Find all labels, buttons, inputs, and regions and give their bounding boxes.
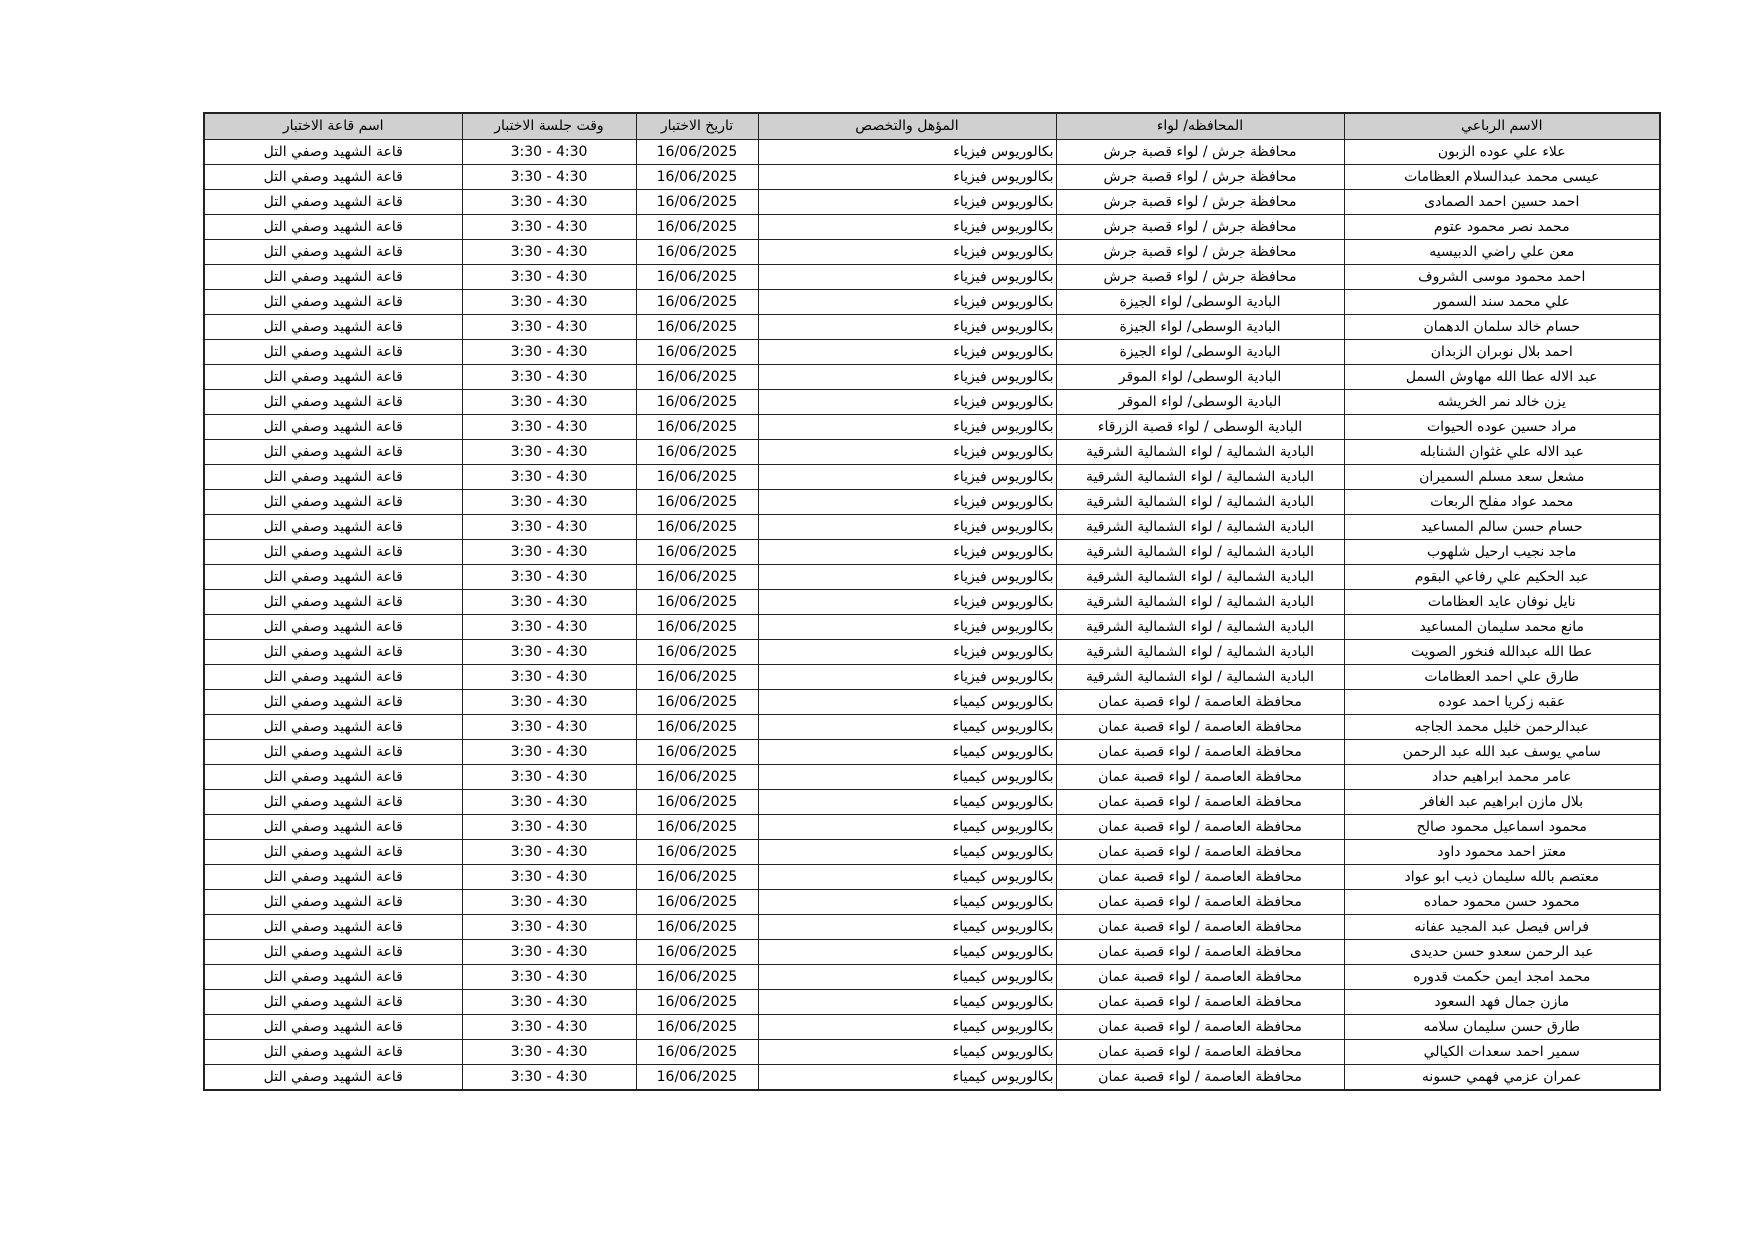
table-row bbox=[204, 489, 1660, 514]
cell-name: سمير احمد سعدات الكيالي bbox=[1344, 1039, 1660, 1064]
cell-governorate: محافظة العاصمة / لواء قصبة عمان bbox=[1056, 964, 1344, 989]
header-time: وقت جلسة الاختبار bbox=[462, 113, 636, 139]
cell-hall: قاعة الشهيد وصفي التل bbox=[204, 989, 462, 1014]
cell-hall: قاعة الشهيد وصفي التل bbox=[204, 239, 462, 264]
cell-qualification: بكالوريوس فيزياء bbox=[758, 539, 1056, 564]
cell-hall: قاعة الشهيد وصفي التل bbox=[204, 814, 462, 839]
cell-governorate: محافظة العاصمة / لواء قصبة عمان bbox=[1056, 914, 1344, 939]
cell-name: محمود اسماعيل محمود صالح bbox=[1344, 814, 1660, 839]
cell-governorate: محافظة جرش / لواء قصبة جرش bbox=[1056, 189, 1344, 214]
cell-name: سامي يوسف عبد الله عبد الرحمن bbox=[1344, 739, 1660, 764]
table-row bbox=[204, 689, 1660, 714]
cell-name: عبد الحكيم علي رفاعي البقوم bbox=[1344, 564, 1660, 589]
cell-time: 3:30 - 4:30 bbox=[462, 914, 636, 939]
table-row bbox=[204, 564, 1660, 589]
cell-hall: قاعة الشهيد وصفي التل bbox=[204, 589, 462, 614]
cell-hall: قاعة الشهيد وصفي التل bbox=[204, 714, 462, 739]
table-row bbox=[204, 464, 1660, 489]
cell-hall: قاعة الشهيد وصفي التل bbox=[204, 489, 462, 514]
cell-qualification: بكالوريوس فيزياء bbox=[758, 139, 1056, 164]
cell-name: عامر محمد ابراهيم حداد bbox=[1344, 764, 1660, 789]
cell-qualification: بكالوريوس فيزياء bbox=[758, 264, 1056, 289]
cell-governorate: محافظة جرش / لواء قصبة جرش bbox=[1056, 214, 1344, 239]
cell-date: 16/06/2025 bbox=[636, 814, 758, 839]
cell-hall: قاعة الشهيد وصفي التل bbox=[204, 1064, 462, 1090]
cell-governorate: محافظة العاصمة / لواء قصبة عمان bbox=[1056, 839, 1344, 864]
table-header bbox=[204, 113, 1660, 139]
cell-qualification: بكالوريوس كيمياء bbox=[758, 714, 1056, 739]
table-row bbox=[204, 914, 1660, 939]
cell-name: طارق علي احمد العظامات bbox=[1344, 664, 1660, 689]
table-row bbox=[204, 514, 1660, 539]
cell-hall: قاعة الشهيد وصفي التل bbox=[204, 614, 462, 639]
cell-date: 16/06/2025 bbox=[636, 414, 758, 439]
cell-hall: قاعة الشهيد وصفي التل bbox=[204, 889, 462, 914]
table-body bbox=[204, 139, 1660, 1090]
cell-qualification: بكالوريوس كيمياء bbox=[758, 839, 1056, 864]
cell-date: 16/06/2025 bbox=[636, 489, 758, 514]
table-row bbox=[204, 189, 1660, 214]
cell-date: 16/06/2025 bbox=[636, 564, 758, 589]
cell-date: 16/06/2025 bbox=[636, 864, 758, 889]
cell-hall: قاعة الشهيد وصفي التل bbox=[204, 939, 462, 964]
table-row bbox=[204, 339, 1660, 364]
cell-time: 3:30 - 4:30 bbox=[462, 1014, 636, 1039]
cell-date: 16/06/2025 bbox=[636, 314, 758, 339]
cell-time: 3:30 - 4:30 bbox=[462, 514, 636, 539]
cell-time: 3:30 - 4:30 bbox=[462, 239, 636, 264]
cell-governorate: البادية الشمالية / لواء الشمالية الشرقية bbox=[1056, 564, 1344, 589]
cell-time: 3:30 - 4:30 bbox=[462, 739, 636, 764]
cell-time: 3:30 - 4:30 bbox=[462, 464, 636, 489]
cell-governorate: محافظة العاصمة / لواء قصبة عمان bbox=[1056, 739, 1344, 764]
cell-governorate: البادية الشمالية / لواء الشمالية الشرقية bbox=[1056, 614, 1344, 639]
cell-name: معتز احمد محمود داود bbox=[1344, 839, 1660, 864]
cell-governorate: محافظة العاصمة / لواء قصبة عمان bbox=[1056, 814, 1344, 839]
cell-name: عقبه زكريا احمد عوده bbox=[1344, 689, 1660, 714]
cell-date: 16/06/2025 bbox=[636, 589, 758, 614]
cell-name: معن علي راضي الدبيسيه bbox=[1344, 239, 1660, 264]
cell-qualification: بكالوريوس كيمياء bbox=[758, 689, 1056, 714]
cell-governorate: محافظة العاصمة / لواء قصبة عمان bbox=[1056, 1014, 1344, 1039]
header-hall: اسم قاعة الاختبار bbox=[204, 113, 462, 139]
cell-qualification: بكالوريوس فيزياء bbox=[758, 414, 1056, 439]
cell-date: 16/06/2025 bbox=[636, 889, 758, 914]
cell-qualification: بكالوريوس فيزياء bbox=[758, 589, 1056, 614]
cell-name: عبد الاله عطا الله مهاوش السمل bbox=[1344, 364, 1660, 389]
cell-hall: قاعة الشهيد وصفي التل bbox=[204, 689, 462, 714]
cell-time: 3:30 - 4:30 bbox=[462, 439, 636, 464]
cell-date: 16/06/2025 bbox=[636, 164, 758, 189]
cell-hall: قاعة الشهيد وصفي التل bbox=[204, 789, 462, 814]
cell-governorate: البادية الشمالية / لواء الشمالية الشرقية bbox=[1056, 489, 1344, 514]
cell-governorate: محافظة جرش / لواء قصبة جرش bbox=[1056, 164, 1344, 189]
cell-qualification: بكالوريوس كيمياء bbox=[758, 914, 1056, 939]
cell-time: 3:30 - 4:30 bbox=[462, 789, 636, 814]
cell-time: 3:30 - 4:30 bbox=[462, 689, 636, 714]
cell-qualification: بكالوريوس فيزياء bbox=[758, 364, 1056, 389]
cell-time: 3:30 - 4:30 bbox=[462, 614, 636, 639]
cell-time: 3:30 - 4:30 bbox=[462, 289, 636, 314]
cell-time: 3:30 - 4:30 bbox=[462, 839, 636, 864]
cell-governorate: محافظة جرش / لواء قصبة جرش bbox=[1056, 239, 1344, 264]
table-row bbox=[204, 814, 1660, 839]
table-row bbox=[204, 714, 1660, 739]
cell-hall: قاعة الشهيد وصفي التل bbox=[204, 339, 462, 364]
cell-governorate: البادية الوسطى/ لواء الجيزة bbox=[1056, 289, 1344, 314]
cell-time: 3:30 - 4:30 bbox=[462, 214, 636, 239]
cell-name: احمد بلال نوبران الزبدان bbox=[1344, 339, 1660, 364]
candidates-table bbox=[203, 112, 1661, 1091]
cell-time: 3:30 - 4:30 bbox=[462, 139, 636, 164]
cell-date: 16/06/2025 bbox=[636, 214, 758, 239]
cell-name: فراس فيصل عبد المجيد عفانه bbox=[1344, 914, 1660, 939]
cell-hall: قاعة الشهيد وصفي التل bbox=[204, 314, 462, 339]
cell-qualification: بكالوريوس فيزياء bbox=[758, 464, 1056, 489]
cell-name: عمران عزمي فهمي حسونه bbox=[1344, 1064, 1660, 1090]
cell-governorate: البادية الشمالية / لواء الشمالية الشرقية bbox=[1056, 639, 1344, 664]
table-row bbox=[204, 614, 1660, 639]
cell-name: مانع محمد سليمان المساعيد bbox=[1344, 614, 1660, 639]
cell-date: 16/06/2025 bbox=[636, 439, 758, 464]
cell-qualification: بكالوريوس كيمياء bbox=[758, 739, 1056, 764]
cell-time: 3:30 - 4:30 bbox=[462, 389, 636, 414]
cell-qualification: بكالوريوس فيزياء bbox=[758, 214, 1056, 239]
cell-hall: قاعة الشهيد وصفي التل bbox=[204, 864, 462, 889]
table-row bbox=[204, 864, 1660, 889]
table-row bbox=[204, 239, 1660, 264]
cell-qualification: بكالوريوس فيزياء bbox=[758, 439, 1056, 464]
cell-hall: قاعة الشهيد وصفي التل bbox=[204, 139, 462, 164]
cell-governorate: محافظة جرش / لواء قصبة جرش bbox=[1056, 139, 1344, 164]
cell-time: 3:30 - 4:30 bbox=[462, 714, 636, 739]
cell-name: مازن جمال فهد السعود bbox=[1344, 989, 1660, 1014]
cell-name: عبد الاله علي غثوان الشنابله bbox=[1344, 439, 1660, 464]
cell-name: حسام خالد سلمان الدهمان bbox=[1344, 314, 1660, 339]
cell-date: 16/06/2025 bbox=[636, 239, 758, 264]
cell-time: 3:30 - 4:30 bbox=[462, 189, 636, 214]
cell-time: 3:30 - 4:30 bbox=[462, 964, 636, 989]
cell-name: يزن خالد نمر الخريشه bbox=[1344, 389, 1660, 414]
cell-date: 16/06/2025 bbox=[636, 989, 758, 1014]
cell-governorate: محافظة العاصمة / لواء قصبة عمان bbox=[1056, 689, 1344, 714]
cell-time: 3:30 - 4:30 bbox=[462, 664, 636, 689]
cell-qualification: بكالوريوس كيمياء bbox=[758, 864, 1056, 889]
cell-governorate: محافظة العاصمة / لواء قصبة عمان bbox=[1056, 889, 1344, 914]
cell-hall: قاعة الشهيد وصفي التل bbox=[204, 564, 462, 589]
table-row bbox=[204, 164, 1660, 189]
cell-hall: قاعة الشهيد وصفي التل bbox=[204, 439, 462, 464]
table-row bbox=[204, 739, 1660, 764]
cell-qualification: بكالوريوس كيمياء bbox=[758, 889, 1056, 914]
cell-date: 16/06/2025 bbox=[636, 1014, 758, 1039]
cell-qualification: بكالوريوس كيمياء bbox=[758, 1064, 1056, 1090]
cell-qualification: بكالوريوس فيزياء bbox=[758, 314, 1056, 339]
table-row bbox=[204, 264, 1660, 289]
cell-qualification: بكالوريوس فيزياء bbox=[758, 239, 1056, 264]
cell-hall: قاعة الشهيد وصفي التل bbox=[204, 914, 462, 939]
cell-governorate: محافظة العاصمة / لواء قصبة عمان bbox=[1056, 714, 1344, 739]
cell-governorate: محافظة العاصمة / لواء قصبة عمان bbox=[1056, 864, 1344, 889]
table-row bbox=[204, 639, 1660, 664]
table-row bbox=[204, 964, 1660, 989]
cell-time: 3:30 - 4:30 bbox=[462, 989, 636, 1014]
cell-time: 3:30 - 4:30 bbox=[462, 564, 636, 589]
cell-hall: قاعة الشهيد وصفي التل bbox=[204, 739, 462, 764]
cell-time: 3:30 - 4:30 bbox=[462, 539, 636, 564]
cell-name: نايل نوفان عايد العظامات bbox=[1344, 589, 1660, 614]
cell-hall: قاعة الشهيد وصفي التل bbox=[204, 964, 462, 989]
table-row bbox=[204, 1039, 1660, 1064]
cell-name: احمد محمود موسى الشروف bbox=[1344, 264, 1660, 289]
cell-time: 3:30 - 4:30 bbox=[462, 164, 636, 189]
cell-name: عبد الرحمن سعدو حسن حديدى bbox=[1344, 939, 1660, 964]
cell-qualification: بكالوريوس كيمياء bbox=[758, 964, 1056, 989]
cell-qualification: بكالوريوس فيزياء bbox=[758, 614, 1056, 639]
cell-name: معتصم بالله سليمان ذيب ابو عواد bbox=[1344, 864, 1660, 889]
cell-date: 16/06/2025 bbox=[636, 664, 758, 689]
cell-date: 16/06/2025 bbox=[636, 389, 758, 414]
cell-date: 16/06/2025 bbox=[636, 614, 758, 639]
cell-time: 3:30 - 4:30 bbox=[462, 639, 636, 664]
table-row bbox=[204, 839, 1660, 864]
cell-qualification: بكالوريوس كيمياء bbox=[758, 939, 1056, 964]
cell-date: 16/06/2025 bbox=[636, 1064, 758, 1090]
cell-date: 16/06/2025 bbox=[636, 789, 758, 814]
cell-time: 3:30 - 4:30 bbox=[462, 264, 636, 289]
table-row bbox=[204, 1014, 1660, 1039]
cell-governorate: محافظة جرش / لواء قصبة جرش bbox=[1056, 264, 1344, 289]
cell-name: محمد امجد ايمن حكمت قدوره bbox=[1344, 964, 1660, 989]
cell-date: 16/06/2025 bbox=[636, 189, 758, 214]
cell-hall: قاعة الشهيد وصفي التل bbox=[204, 764, 462, 789]
cell-date: 16/06/2025 bbox=[636, 364, 758, 389]
table-row bbox=[204, 989, 1660, 1014]
header-row bbox=[204, 113, 1660, 139]
cell-name: محمد نصر محمود عتوم bbox=[1344, 214, 1660, 239]
cell-time: 3:30 - 4:30 bbox=[462, 939, 636, 964]
table-row bbox=[204, 589, 1660, 614]
cell-governorate: البادية الوسطى/ لواء الموقر bbox=[1056, 364, 1344, 389]
cell-qualification: بكالوريوس فيزياء bbox=[758, 164, 1056, 189]
table-row bbox=[204, 214, 1660, 239]
header-governorate: المحافظه/ لواء bbox=[1056, 113, 1344, 139]
cell-date: 16/06/2025 bbox=[636, 739, 758, 764]
cell-date: 16/06/2025 bbox=[636, 639, 758, 664]
cell-name: عبدالرحمن خليل محمد الجاجه bbox=[1344, 714, 1660, 739]
cell-governorate: محافظة العاصمة / لواء قصبة عمان bbox=[1056, 939, 1344, 964]
cell-time: 3:30 - 4:30 bbox=[462, 589, 636, 614]
cell-date: 16/06/2025 bbox=[636, 714, 758, 739]
cell-qualification: بكالوريوس كيمياء bbox=[758, 764, 1056, 789]
cell-name: مراد حسين عوده الحيوات bbox=[1344, 414, 1660, 439]
cell-governorate: البادية الشمالية / لواء الشمالية الشرقية bbox=[1056, 664, 1344, 689]
cell-governorate: البادية الوسطى / لواء قصبة الزرقاء bbox=[1056, 414, 1344, 439]
cell-qualification: بكالوريوس كيمياء bbox=[758, 814, 1056, 839]
cell-name: طارق حسن سليمان سلامه bbox=[1344, 1014, 1660, 1039]
cell-hall: قاعة الشهيد وصفي التل bbox=[204, 514, 462, 539]
table-row bbox=[204, 389, 1660, 414]
cell-qualification: بكالوريوس فيزياء bbox=[758, 289, 1056, 314]
cell-governorate: البادية الوسطى/ لواء الموقر bbox=[1056, 389, 1344, 414]
cell-name: محمد عواد مفلح الربعات bbox=[1344, 489, 1660, 514]
cell-time: 3:30 - 4:30 bbox=[462, 314, 636, 339]
cell-hall: قاعة الشهيد وصفي التل bbox=[204, 364, 462, 389]
cell-governorate: البادية الوسطى/ لواء الجيزة bbox=[1056, 339, 1344, 364]
cell-hall: قاعة الشهيد وصفي التل bbox=[204, 189, 462, 214]
cell-time: 3:30 - 4:30 bbox=[462, 339, 636, 364]
cell-time: 3:30 - 4:30 bbox=[462, 1064, 636, 1090]
cell-governorate: البادية الشمالية / لواء الشمالية الشرقية bbox=[1056, 514, 1344, 539]
cell-qualification: بكالوريوس كيمياء bbox=[758, 989, 1056, 1014]
cell-date: 16/06/2025 bbox=[636, 514, 758, 539]
cell-time: 3:30 - 4:30 bbox=[462, 864, 636, 889]
cell-date: 16/06/2025 bbox=[636, 339, 758, 364]
table-row bbox=[204, 139, 1660, 164]
cell-governorate: البادية الشمالية / لواء الشمالية الشرقية bbox=[1056, 539, 1344, 564]
cell-name: بلال مازن ابراهيم عبد الغافر bbox=[1344, 789, 1660, 814]
table-row bbox=[204, 664, 1660, 689]
cell-date: 16/06/2025 bbox=[636, 964, 758, 989]
table-row bbox=[204, 364, 1660, 389]
cell-hall: قاعة الشهيد وصفي التل bbox=[204, 264, 462, 289]
cell-time: 3:30 - 4:30 bbox=[462, 364, 636, 389]
cell-name: حسام حسن سالم المساعيد bbox=[1344, 514, 1660, 539]
cell-date: 16/06/2025 bbox=[636, 939, 758, 964]
table-row bbox=[204, 939, 1660, 964]
table-row bbox=[204, 764, 1660, 789]
cell-date: 16/06/2025 bbox=[636, 264, 758, 289]
cell-qualification: بكالوريوس فيزياء bbox=[758, 639, 1056, 664]
cell-date: 16/06/2025 bbox=[636, 764, 758, 789]
cell-date: 16/06/2025 bbox=[636, 689, 758, 714]
cell-name: مشعل سعد مسلم السميران bbox=[1344, 464, 1660, 489]
cell-time: 3:30 - 4:30 bbox=[462, 814, 636, 839]
cell-qualification: بكالوريوس كيمياء bbox=[758, 1014, 1056, 1039]
table-row bbox=[204, 539, 1660, 564]
table-row bbox=[204, 889, 1660, 914]
cell-time: 3:30 - 4:30 bbox=[462, 889, 636, 914]
cell-date: 16/06/2025 bbox=[636, 1039, 758, 1064]
cell-time: 3:30 - 4:30 bbox=[462, 414, 636, 439]
cell-qualification: بكالوريوس فيزياء bbox=[758, 189, 1056, 214]
table-row bbox=[204, 789, 1660, 814]
cell-date: 16/06/2025 bbox=[636, 289, 758, 314]
table-row bbox=[204, 439, 1660, 464]
cell-hall: قاعة الشهيد وصفي التل bbox=[204, 289, 462, 314]
cell-name: عطا الله عبدالله فنخور الصويت bbox=[1344, 639, 1660, 664]
cell-qualification: بكالوريوس فيزياء bbox=[758, 514, 1056, 539]
cell-hall: قاعة الشهيد وصفي التل bbox=[204, 214, 462, 239]
cell-governorate: البادية الشمالية / لواء الشمالية الشرقية bbox=[1056, 464, 1344, 489]
header-date: تاريخ الاختبار bbox=[636, 113, 758, 139]
cell-hall: قاعة الشهيد وصفي التل bbox=[204, 539, 462, 564]
cell-qualification: بكالوريوس كيمياء bbox=[758, 1039, 1056, 1064]
cell-date: 16/06/2025 bbox=[636, 139, 758, 164]
cell-qualification: بكالوريوس فيزياء bbox=[758, 339, 1056, 364]
cell-hall: قاعة الشهيد وصفي التل bbox=[204, 1014, 462, 1039]
cell-time: 3:30 - 4:30 bbox=[462, 764, 636, 789]
table-row bbox=[204, 314, 1660, 339]
table-row bbox=[204, 1064, 1660, 1090]
cell-hall: قاعة الشهيد وصفي التل bbox=[204, 839, 462, 864]
cell-hall: قاعة الشهيد وصفي التل bbox=[204, 164, 462, 189]
cell-qualification: بكالوريوس فيزياء bbox=[758, 564, 1056, 589]
cell-name: ماجد نجيب ارحيل شلهوب bbox=[1344, 539, 1660, 564]
cell-governorate: البادية الشمالية / لواء الشمالية الشرقية bbox=[1056, 589, 1344, 614]
cell-date: 16/06/2025 bbox=[636, 914, 758, 939]
cell-time: 3:30 - 4:30 bbox=[462, 1039, 636, 1064]
cell-name: محمود حسن محمود حماده bbox=[1344, 889, 1660, 914]
cell-hall: قاعة الشهيد وصفي التل bbox=[204, 639, 462, 664]
cell-hall: قاعة الشهيد وصفي التل bbox=[204, 414, 462, 439]
cell-date: 16/06/2025 bbox=[636, 539, 758, 564]
cell-governorate: البادية الوسطى/ لواء الجيزة bbox=[1056, 314, 1344, 339]
cell-hall: قاعة الشهيد وصفي التل bbox=[204, 1039, 462, 1064]
cell-name: احمد حسين احمد الصمادى bbox=[1344, 189, 1660, 214]
cell-date: 16/06/2025 bbox=[636, 464, 758, 489]
cell-governorate: محافظة العاصمة / لواء قصبة عمان bbox=[1056, 989, 1344, 1014]
header-qualification: المؤهل والتخصص bbox=[758, 113, 1056, 139]
cell-date: 16/06/2025 bbox=[636, 839, 758, 864]
cell-time: 3:30 - 4:30 bbox=[462, 489, 636, 514]
cell-qualification: بكالوريوس فيزياء bbox=[758, 389, 1056, 414]
table-row bbox=[204, 289, 1660, 314]
cell-governorate: محافظة العاصمة / لواء قصبة عمان bbox=[1056, 764, 1344, 789]
cell-qualification: بكالوريوس فيزياء bbox=[758, 489, 1056, 514]
cell-qualification: بكالوريوس كيمياء bbox=[758, 789, 1056, 814]
cell-governorate: محافظة العاصمة / لواء قصبة عمان bbox=[1056, 789, 1344, 814]
cell-hall: قاعة الشهيد وصفي التل bbox=[204, 464, 462, 489]
cell-qualification: بكالوريوس فيزياء bbox=[758, 664, 1056, 689]
cell-hall: قاعة الشهيد وصفي التل bbox=[204, 664, 462, 689]
cell-governorate: محافظة العاصمة / لواء قصبة عمان bbox=[1056, 1064, 1344, 1090]
table-row bbox=[204, 414, 1660, 439]
header-name: الاسم الرباعي bbox=[1344, 113, 1660, 139]
cell-name: عيسى محمد عبدالسلام العظامات bbox=[1344, 164, 1660, 189]
cell-governorate: البادية الشمالية / لواء الشمالية الشرقية bbox=[1056, 439, 1344, 464]
cell-governorate: محافظة العاصمة / لواء قصبة عمان bbox=[1056, 1039, 1344, 1064]
cell-hall: قاعة الشهيد وصفي التل bbox=[204, 389, 462, 414]
cell-name: علاء علي عوده الزبون bbox=[1344, 139, 1660, 164]
cell-name: علي محمد سند السمور bbox=[1344, 289, 1660, 314]
